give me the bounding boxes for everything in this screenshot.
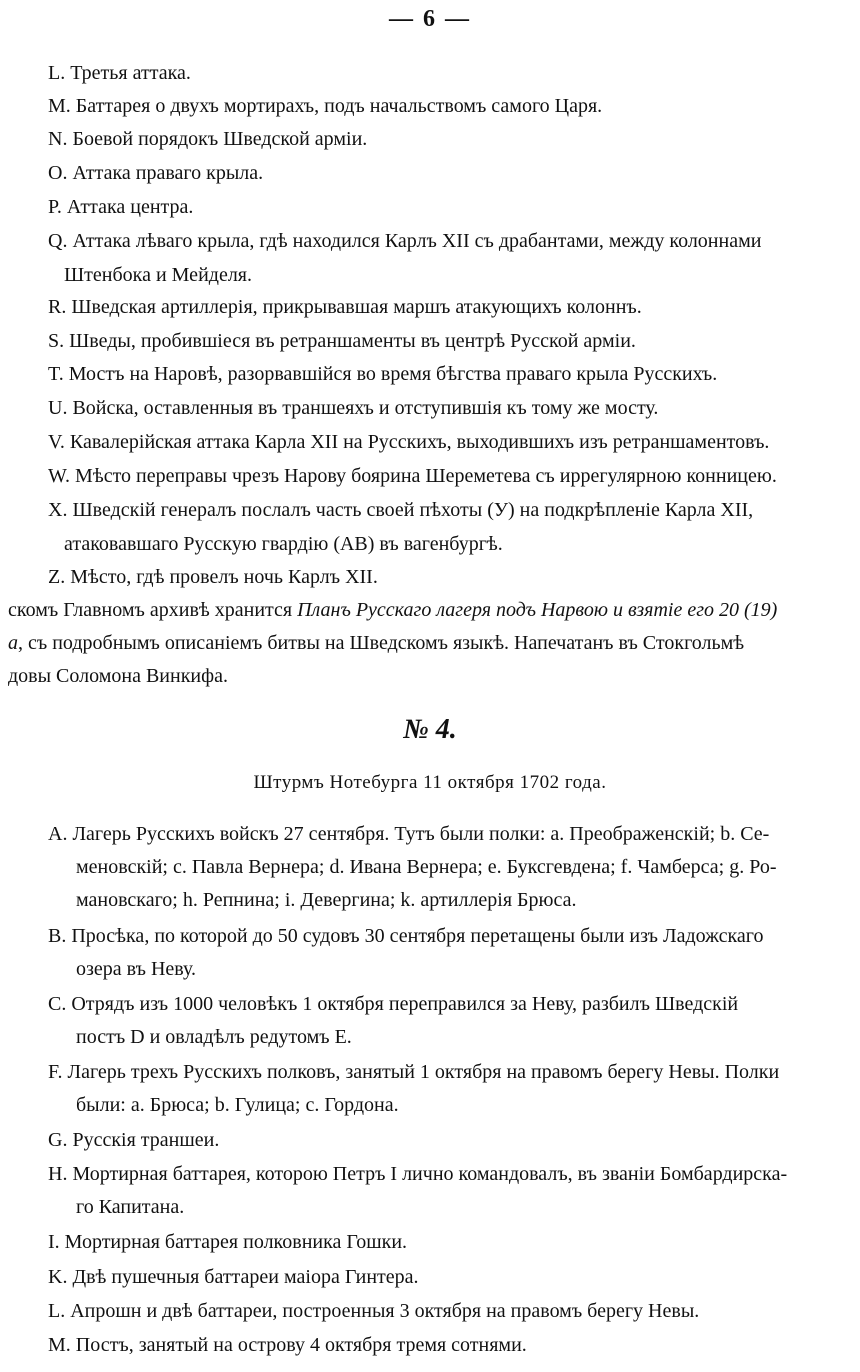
archive-note-text: довы Соломона Винкифа. bbox=[8, 665, 228, 687]
legend-text: Лагерь трехъ Русскихъ полковъ, занятый 1 октября на правомъ берегу Невы. Полки bbox=[67, 1061, 780, 1083]
legend-text-continuation: меновскій; c. Павла Вернера; d. Ивана Вернера; e. Буксгевдена; f. Чамберса; g. Ро- bbox=[76, 856, 777, 878]
legend-letter: Q. bbox=[48, 230, 68, 252]
legend-text-continuation: озера въ Неву. bbox=[76, 958, 197, 980]
archive-note-line-1 bbox=[8, 594, 846, 627]
legend-letter: O. bbox=[48, 162, 68, 184]
legend-entry bbox=[48, 1295, 846, 1328]
legend-entry bbox=[48, 988, 846, 1054]
legend-text: Шведы, пробившіеся въ ретраншаменты въ центрѣ Русской арміи. bbox=[69, 330, 636, 352]
legend-letter: X. bbox=[48, 499, 68, 521]
legend-entry bbox=[48, 190, 846, 224]
legend-text: Кавалерійская аттака Карла XII на Русскихъ, выходившихъ изъ ретраншаментовъ. bbox=[69, 431, 770, 453]
legend-text-continuation: Штенбока и Мейделя. bbox=[64, 264, 252, 286]
legend-entry bbox=[48, 425, 846, 459]
legend-entry bbox=[48, 818, 846, 917]
legend-letter: B. bbox=[48, 925, 67, 947]
legend-text: Отрядъ изъ 1000 человѣкъ 1 октября переправился за Неву, разбилъ Шведскій bbox=[71, 993, 739, 1015]
legend-entry bbox=[48, 1158, 846, 1224]
legend-entry bbox=[48, 122, 846, 156]
legend-letter: N. bbox=[48, 128, 68, 150]
legend-entry bbox=[48, 391, 846, 425]
legend-entry bbox=[48, 493, 846, 561]
legend-letter: S. bbox=[48, 330, 65, 352]
legend-letter: Z. bbox=[48, 566, 66, 588]
legend-entry bbox=[48, 1261, 846, 1294]
legend-letter: V. bbox=[48, 431, 65, 453]
legend-text: Просѣка, по которой до 50 судовъ 30 сентября перетащены были изъ Ладожскаго bbox=[71, 925, 764, 947]
legend-text: Баттарея о двухъ мортирахъ, подъ начальствомъ самого Царя. bbox=[75, 95, 603, 117]
legend-letter: U. bbox=[48, 397, 68, 419]
legend-text: Третья аттака. bbox=[70, 62, 191, 84]
legend-entry bbox=[48, 89, 846, 123]
legend-letter: G. bbox=[48, 1129, 68, 1151]
legend-text: Мортирная баттарея полковника Гошки. bbox=[64, 1231, 408, 1253]
legend-text-continuation: постъ D и овладѣлъ редутомъ E. bbox=[76, 1026, 352, 1048]
legend-entry bbox=[48, 224, 846, 292]
legend-letter: P. bbox=[48, 196, 62, 218]
legend-text: Двѣ пушечныя баттареи маіора Гинтера. bbox=[72, 1266, 419, 1288]
archive-note-text: скомъ Главномъ архивѣ хранится bbox=[8, 599, 298, 621]
legend-text: Аттака лѣваго крыла, гдѣ находился Карлъ XII съ драбантами, между колоннами bbox=[72, 230, 762, 252]
legend-entry bbox=[48, 56, 846, 90]
archive-note-title: Планъ Русскаго лагеря подъ Нарвою и взятіе его 20 (19) bbox=[297, 599, 778, 621]
legend-letter: H. bbox=[48, 1163, 68, 1185]
legend-entry bbox=[48, 560, 846, 594]
legend-letter: K. bbox=[48, 1266, 68, 1288]
legend-entry bbox=[48, 1124, 846, 1157]
legend-letter: W. bbox=[48, 465, 71, 487]
archive-note-line-3 bbox=[8, 660, 846, 693]
legend-entry bbox=[48, 1226, 846, 1259]
page-number: — 6 — bbox=[389, 6, 471, 32]
legend-text: Мостъ на Наровѣ, разорвавшійся во время бѣгства праваго крыла Русскихъ. bbox=[68, 363, 718, 385]
legend-text: Русскія траншеи. bbox=[72, 1129, 220, 1151]
legend-letter: M. bbox=[48, 95, 71, 117]
legend-entry bbox=[48, 920, 846, 986]
legend-text-continuation: атаковавшаго Русскую гвардію (АВ) въ вагенбургѣ. bbox=[64, 533, 503, 555]
legend-letter: I. bbox=[48, 1231, 60, 1253]
legend-text: Шведская артиллерія, прикрывавшая маршъ атакующихъ колоннъ. bbox=[71, 296, 642, 318]
legend-text: Апрошн и двѣ баттареи, построенныя 3 октября на правомъ берегу Невы. bbox=[70, 1300, 700, 1322]
legend-text: Постъ, занятый на острову 4 октября тремя сотнями. bbox=[75, 1334, 527, 1356]
archive-note-title-end: а bbox=[8, 632, 18, 654]
legend-text: Войска, оставленныя въ траншеяхъ и отступившія къ тому же мосту. bbox=[72, 397, 659, 419]
section-title: Штурмъ Нотебурга 11 октября 1702 года. bbox=[253, 772, 607, 793]
legend-entry bbox=[48, 290, 846, 324]
legend-entry bbox=[48, 357, 846, 391]
legend-text: Мѣсто, гдѣ провелъ ночь Карлъ XII. bbox=[70, 566, 378, 588]
legend-letter: R. bbox=[48, 296, 67, 318]
legend-text: Шведскій генералъ послалъ часть своей пѣхоты (У) на подкрѣпленіе Карла XII, bbox=[72, 499, 754, 521]
legend-entry bbox=[48, 156, 846, 190]
legend-letter: A. bbox=[48, 823, 68, 845]
legend-text: Мѣсто переправы чрезъ Нарову боярина Шереметева съ иррегулярною конницею. bbox=[75, 465, 777, 487]
legend-entry bbox=[48, 324, 846, 358]
legend-entry bbox=[48, 1056, 846, 1122]
legend-letter: F. bbox=[48, 1061, 63, 1083]
legend-letter: C. bbox=[48, 993, 67, 1015]
legend-entry bbox=[48, 459, 846, 493]
legend-text: Аттака праваго крыла. bbox=[72, 162, 264, 184]
legend-text: Мортирная баттарея, которою Петръ I лично командовалъ, въ званіи Бомбардирска- bbox=[72, 1163, 788, 1185]
legend-text-continuation: мановскаго; h. Репнина; i. Девергина; k. артиллерія Брюса. bbox=[76, 889, 577, 911]
legend-entry bbox=[48, 1329, 846, 1362]
legend-letter: M. bbox=[48, 1334, 71, 1356]
legend-letter: L. bbox=[48, 1300, 66, 1322]
legend-text: Боевой порядокъ Шведской арміи. bbox=[72, 128, 368, 150]
archive-note-line-2 bbox=[8, 627, 846, 660]
legend-letter: T. bbox=[48, 363, 64, 385]
legend-text: Аттака центра. bbox=[66, 196, 194, 218]
legend-letter: L. bbox=[48, 62, 66, 84]
section-number: № 4. bbox=[403, 714, 457, 745]
legend-text: Лагерь Русскихъ войскъ 27 сентября. Тутъ были полки: a. Преображенскій; b. Се- bbox=[72, 823, 770, 845]
legend-text-continuation: го Капитана. bbox=[76, 1196, 185, 1218]
archive-note-text: , съ подробнымъ описаніемъ битвы на Шведскомъ языкѣ. Напечатанъ въ Стокгольмѣ bbox=[18, 632, 745, 654]
legend-text-continuation: были: a. Брюса; b. Гулица; c. Гордона. bbox=[76, 1094, 399, 1116]
